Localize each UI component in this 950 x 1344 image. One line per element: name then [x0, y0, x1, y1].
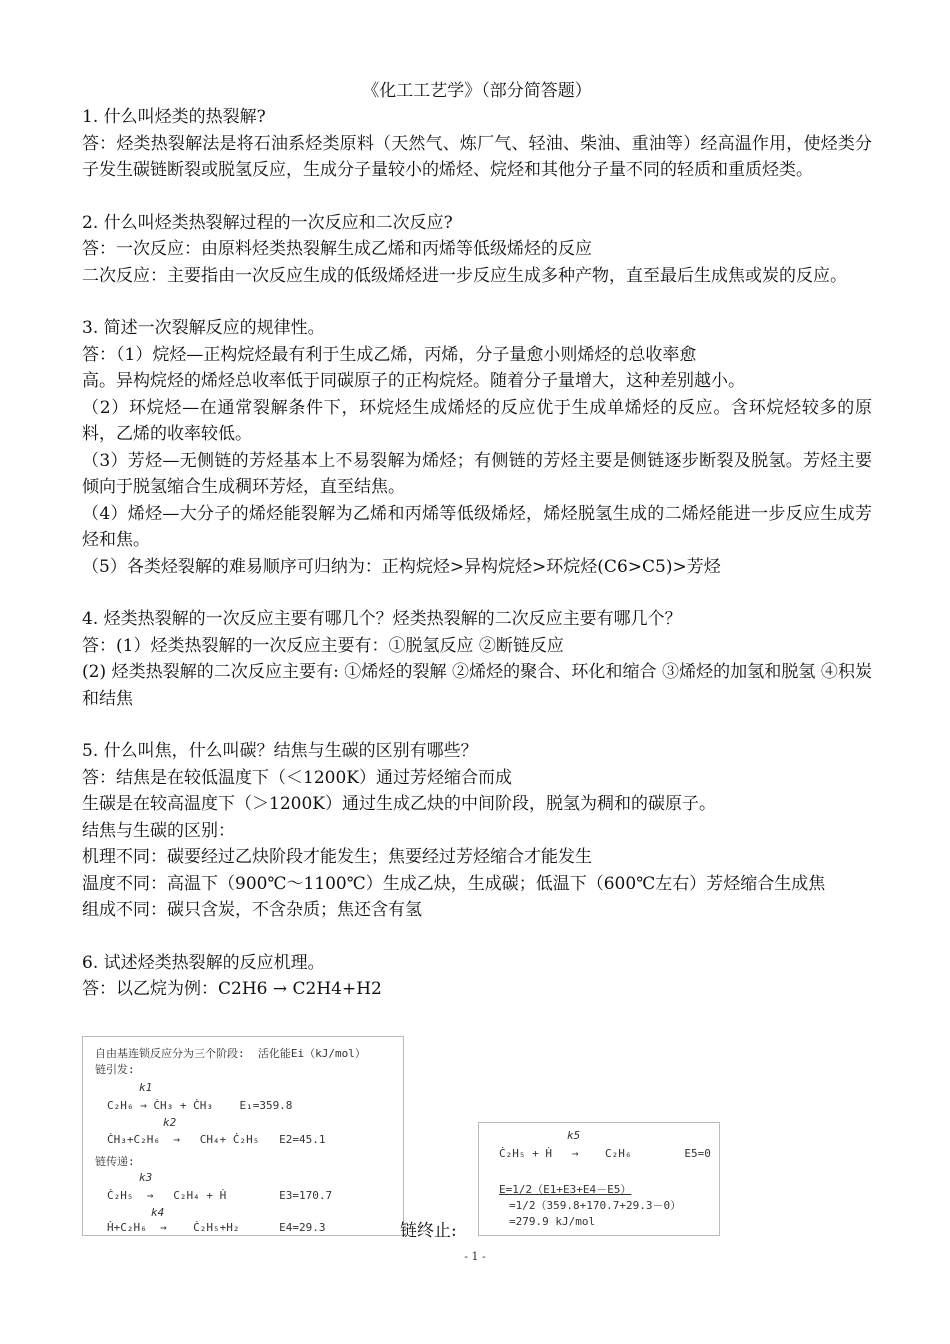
answer-3-p3: （2）环烷烃—在通常裂解条件下，环烷烃生成烯烃的反应优于生成单烯烃的反应。含环烷烃较多的原料，乙烯的收率较低。: [82, 397, 872, 444]
answer-6-p1: 答：以乙烷为例：C2H6 → C2H4+H2: [82, 979, 382, 999]
question-6: 6. 试述烃类热裂解的反应机理。: [82, 952, 325, 973]
chain-initiation-propagation-box: [82, 1036, 404, 1236]
answer-5-p6: 组成不同：碳只含炭，不含杂质；焦还含有氢: [82, 900, 422, 920]
stage-propagation-label: 链传递:: [95, 1155, 135, 1168]
question-2: 2. 什么叫烃类热裂解过程的一次反应和二次反应?: [82, 212, 453, 233]
answer-2-p2: 二次反应：主要指由一次反应生成的低级烯烃进一步反应生成多种产物，直至最后生成焦或炭的反应。: [82, 265, 847, 286]
mechanism-figure: [82, 1036, 872, 1241]
question-5: 5. 什么叫焦，什么叫碳？结焦与生碳的区别有哪些？: [82, 741, 478, 761]
reaction-2: ĊH₃+C₂H₆ → CH₄+ Ċ₂H₅ E2=45.1: [107, 1133, 326, 1146]
answer-3-p5: （4）烯烃—大分子的烯烃能裂解为乙烯和丙烯等低级烯烃，烯烃脱氢生成的二烯烃能进一步反应生成芳烃和焦。: [82, 503, 872, 550]
rate-constant-k2: k2: [163, 1116, 177, 1129]
reaction-4: Ḣ+C₂H₆ → Ċ₂H₅+H₂ E4=29.3: [107, 1221, 326, 1234]
answer-3-p2: 高。异构烷烃的烯烃总收率低于同碳原子的正构烷烃。随着分子量增大，这种差别越小。: [82, 371, 745, 391]
question-3: 3. 简述一次裂解反应的规律性。: [82, 318, 325, 338]
question-1: 1. 什么叫烃类的热裂解?: [82, 107, 266, 127]
document-body: [82, 78, 872, 1003]
reaction-3: Ċ₂H₅ → C₂H₄ + Ḣ E3=170.7: [107, 1189, 333, 1202]
answer-5-p4: 机理不同：碳要经过乙炔阶段才能发生；焦要经过芳烃缩合才能发生: [82, 847, 592, 867]
stage-initiation-label: 链引发:: [95, 1063, 135, 1076]
answer-4-p2: (2) 烃类热裂解的二次反应主要有: ①烯烃的裂解 ②烯烃的聚合、环化和缩合 ③烯烃的加氢和脱氢 ④积炭和结焦: [82, 662, 872, 709]
chain-termination-box: [478, 1122, 720, 1236]
rate-constant-k1: k1: [139, 1081, 153, 1094]
answer-5-p1: 答：结焦是在较低温度下（＜1200K）通过芳烃缩合而成: [82, 767, 512, 788]
rate-constant-k5: k5: [567, 1129, 581, 1142]
activation-energy-result: =279.9 kJ/mol: [509, 1215, 596, 1228]
reaction-5: Ċ₂H₅ + Ḣ → C₂H₆ E5=0: [499, 1147, 711, 1160]
reaction-1: C₂H₆ → ĊH₃ + ĊH₃ E₁=359.8: [107, 1099, 293, 1112]
answer-5-p3: 结焦与生碳的区别：: [82, 820, 235, 841]
answer-4-p1: 答：(1）烃类热裂解的一次反应主要有：①脱氢反应 ②断链反应: [82, 635, 564, 656]
activation-energy-formula: E=1/2（E1+E3+E4－E5）: [499, 1183, 632, 1196]
answer-2-p1: 答：一次反应：由原料烃类热裂解生成乙烯和丙烯等低级烯烃的反应: [82, 239, 592, 259]
document-title: 《化工工艺学》（部分简答题）: [362, 81, 592, 101]
page-number: - 1 -: [464, 1250, 486, 1263]
rate-constant-k4: k4: [151, 1206, 165, 1219]
answer-5-p5: 温度不同：高温下（900℃～1100℃）生成乙炔，生成碳；低温下（600℃左右）芳烃缩合生成焦: [82, 873, 826, 894]
answer-1-p1: 答：烃类热裂解法是将石油系烃类原料（天然气、炼厂气、轻油、柴油、重油等）经高温作用，使烃类分子发生碳链断裂或脱氢反应，生成分子量较小的烯烃、烷烃和其他分子量不同的轻质和重质烃类。: [82, 133, 872, 180]
figure-header: 自由基连锁反应分为三个阶段: 活化能Ei（kJ/mol）: [95, 1047, 366, 1060]
activation-energy-substitution: =1/2（359.8+170.7+29.3－0）: [509, 1199, 682, 1212]
answer-5-p2: 生碳是在较高温度下（＞1200K）通过生成乙炔的中间阶段，脱氢为稠和的碳原子。: [82, 794, 716, 814]
chain-termination-label: 链终止:: [400, 1221, 457, 1241]
answer-3-p6: （5）各类烃裂解的难易顺序可归纳为：正构烷烃>异构烷烃>环烷烃(C6>C5)>芳烃: [82, 556, 721, 577]
answer-3-p1: 答：（1）烷烃—正构烷烃最有利于生成乙烯，丙烯，分子量愈小则烯烃的总收率愈: [82, 344, 697, 365]
question-4: 4. 烃类热裂解的一次反应主要有哪几个？烃类热裂解的二次反应主要有哪几个？: [82, 609, 682, 629]
answer-3-p4: （3）芳烃—无侧链的芳烃基本上不易裂解为烯烃；有侧链的芳烃主要是侧链逐步断裂及脱氢。芳烃主要倾向于脱氢缩合生成稠环芳烃，直至结焦。: [82, 450, 872, 497]
rate-constant-k3: k3: [139, 1171, 153, 1184]
